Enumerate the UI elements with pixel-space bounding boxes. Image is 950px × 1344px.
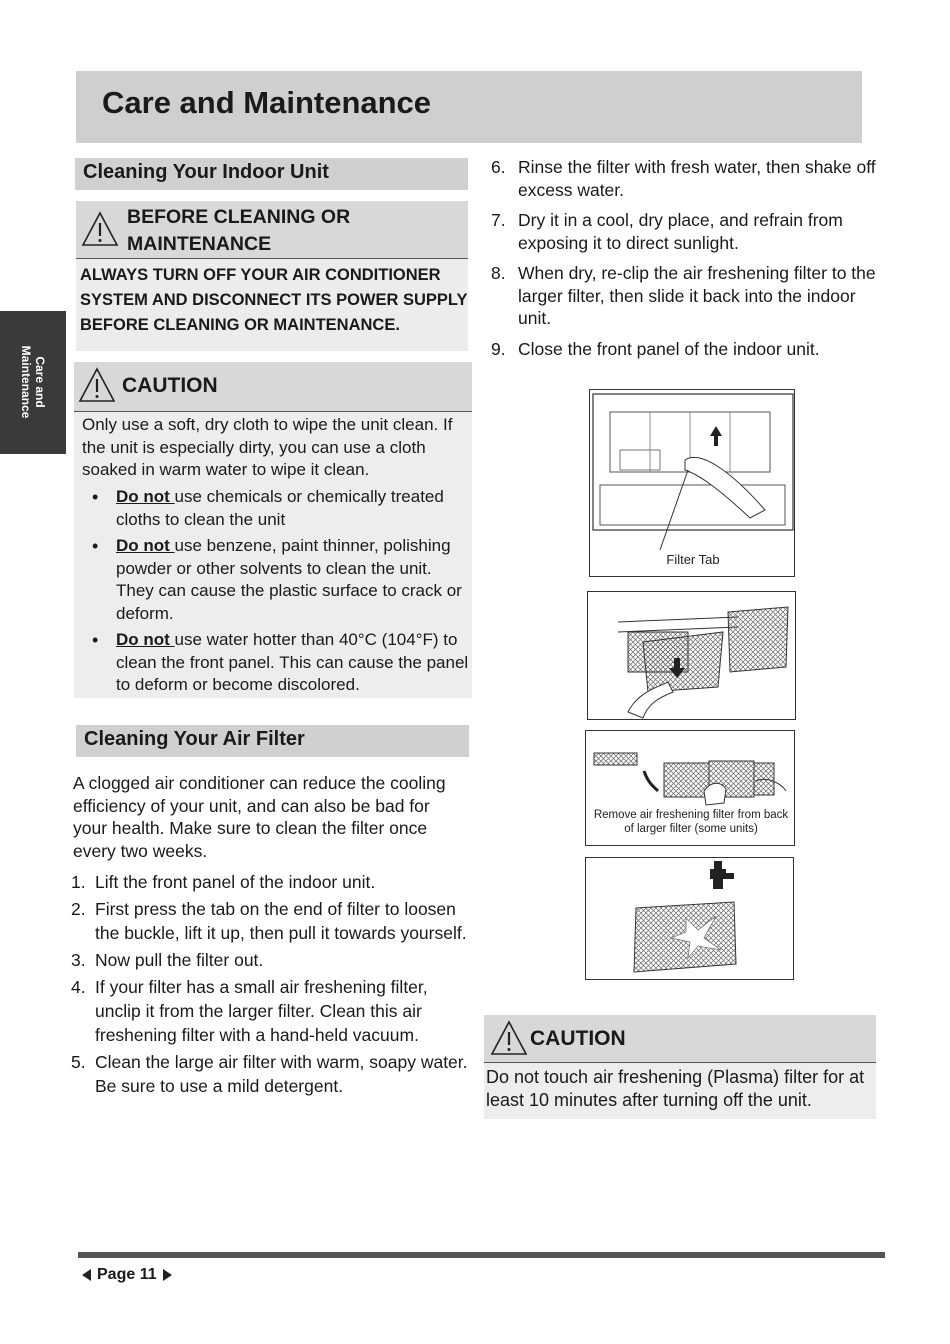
caution-box xyxy=(74,362,472,698)
caution-intro: Only use a soft, dry cloth to wipe the unit clean. If the unit is especially dirty, you can use a cloth soaked in warm water to wipe it clean. xyxy=(82,415,453,479)
list-item: • Do not use water hotter than 40°C (104°F) to clean the front panel. This can cause the panel to deform or become discolored. xyxy=(90,629,470,697)
footer-divider xyxy=(78,1252,885,1258)
title-bar xyxy=(76,71,862,143)
warning-triangle-icon xyxy=(81,211,119,247)
caution-header xyxy=(74,362,472,412)
rinse-filter-illustration xyxy=(586,858,795,981)
list-item: 9. Close the front panel of the indoor unit. xyxy=(491,338,820,359)
warning-title: BEFORE CLEANING OR MAINTENANCE xyxy=(127,206,351,255)
list-item: 3. Now pull the filter out. xyxy=(71,950,264,970)
warning-header xyxy=(76,201,468,259)
page-number: Page 11 xyxy=(97,1266,157,1283)
list-item: 7. Dry it in a cool, dry place, and refrain from exposing it to direct sunlight. xyxy=(491,210,843,253)
figure-rinse-filter xyxy=(585,857,794,980)
list-item: 1. Lift the front panel of the indoor unit. xyxy=(71,872,376,892)
figure-pull-filter xyxy=(587,591,796,720)
page-footer xyxy=(82,1266,172,1284)
side-tab xyxy=(0,311,66,454)
pull-filter-illustration xyxy=(588,592,797,721)
caution-body: Do not touch air freshening (Plasma) filter for at least 10 minutes after turning off the unit. xyxy=(486,1067,865,1110)
caution-title: CAUTION xyxy=(122,374,218,397)
steps-list-left xyxy=(69,870,469,1101)
warning-body: ALWAYS TURN OFF YOUR AIR CONDITIONER SYSTEM AND DISCONNECT ITS POWER SUPPLY BEFORE CLEANING OR MAINTENANCE. xyxy=(80,266,468,334)
list-item: 8. When dry, re-clip the air freshening filter to the larger filter, then slide it back into the indoor unit. xyxy=(491,263,876,328)
warning-box xyxy=(76,201,468,351)
filter-tab-illustration xyxy=(590,390,796,578)
filter-section-heading: Cleaning Your Air Filter xyxy=(76,725,469,757)
next-page-icon[interactable] xyxy=(163,1269,172,1281)
figure-caption: Filter Tab xyxy=(666,552,720,567)
warning-triangle-icon xyxy=(78,367,116,403)
figure-remove-freshening-filter xyxy=(585,730,795,846)
list-item: • Do not use benzene, paint thinner, polishing powder or other solvents to clean the unit. They can cause the plastic surface to crack or deform. xyxy=(90,535,470,625)
previous-page-icon[interactable] xyxy=(82,1269,91,1281)
list-item: 6. Rinse the filter with fresh water, then shake off excess water. xyxy=(491,157,876,200)
caution-bullet-list xyxy=(90,486,470,701)
list-item: 2. First press the tab on the end of filter to loosen the buckle, lift it up, then pull it towards yourself. xyxy=(71,899,467,943)
side-tab-label: Care and Maintenance xyxy=(19,345,47,419)
figure-filter-tab xyxy=(589,389,795,577)
plasma-caution-box xyxy=(484,1015,876,1119)
caution-title: CAUTION xyxy=(530,1027,626,1050)
indoor-section-heading: Cleaning Your Indoor Unit xyxy=(75,158,468,190)
steps-list-right xyxy=(489,156,879,368)
list-item: • Do not use chemicals or chemically treated cloths to clean the unit xyxy=(90,486,470,531)
list-item: 5. Clean the large air filter with warm, soapy water. Be sure to use a mild detergent. xyxy=(71,1052,468,1096)
figure-caption: Remove air freshening filter from back of larger filter (some units) xyxy=(593,809,789,835)
filter-intro: A clogged air conditioner can reduce the cooling efficiency of your unit, and can also be bad for your health. Make sure to clean the filter once every two weeks. xyxy=(73,773,446,861)
caution-header xyxy=(484,1015,876,1063)
page-title: Care and Maintenance xyxy=(102,85,432,120)
warning-triangle-icon xyxy=(490,1020,528,1056)
list-item: 4. If your filter has a small air freshening filter, unclip it from the larger filter. Clean this air freshening filter with a hand-held vacuum. xyxy=(71,977,428,1045)
